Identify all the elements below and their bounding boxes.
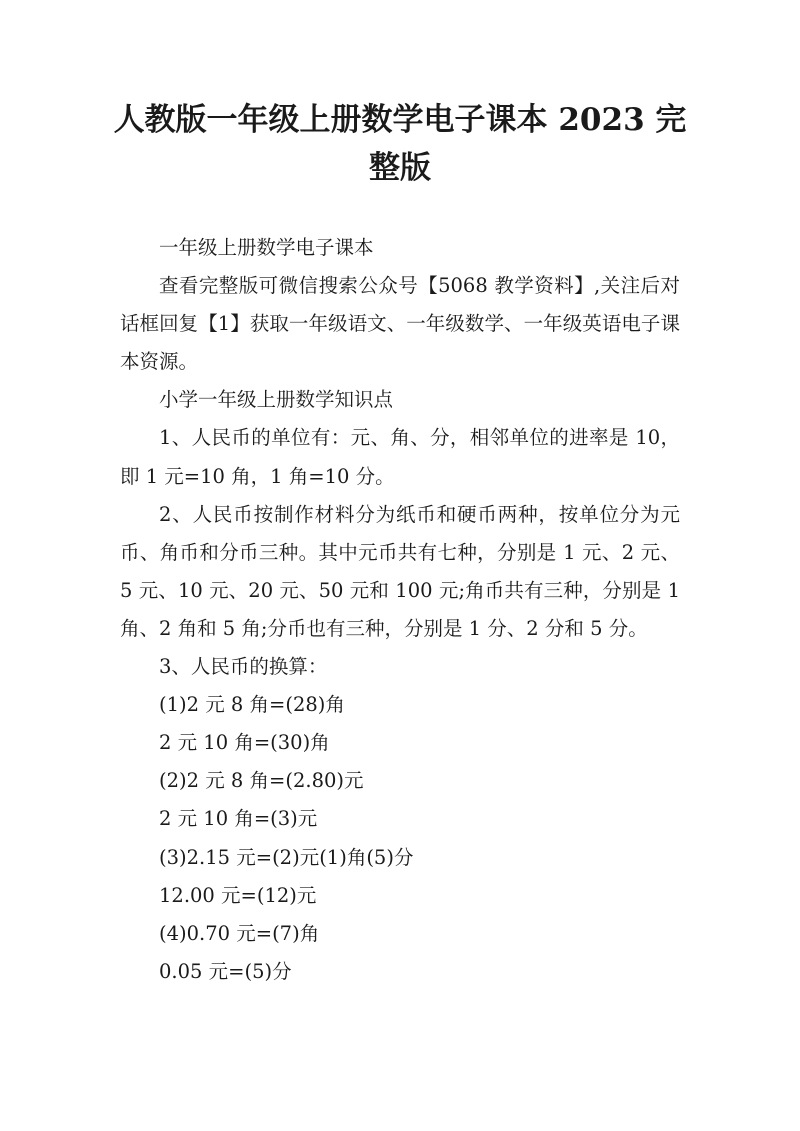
paragraph-section-heading: 小学一年级上册数学知识点 (159, 388, 394, 412)
conversion-line: 12.00 元=(12)元 (159, 883, 317, 907)
document-title: 人教版一年级上册数学电子课本 2023 完整版 (113, 102, 687, 186)
conversion-line: (4)0.70 元=(7)角 (159, 921, 320, 945)
conversion-line: (1)2 元 8 角=(28)角 (159, 693, 345, 717)
conversion-line: (3)2.15 元=(2)元(1)角(5)分 (159, 845, 414, 869)
paragraph-subtitle: 一年级上册数学电子课本 (159, 236, 374, 259)
paragraph-point-2: 2、人民币按制作材料分为纸币和硬币两种，按单位分为元币、角币和分币三种。其中元币共有七种，分别是 1 元、2 元、5 元、10 元、20 元、50 元和 100 元;角币共有三种，分别是 1 角、2 角和 5 角;分币也有三种，分别是 1 分、2 分和 5 分。 (120, 502, 680, 640)
document-body (120, 229, 680, 991)
conversion-line: 0.05 元=(5)分 (159, 959, 292, 983)
conversion-line: (2)2 元 8 角=(2.80)元 (159, 769, 364, 793)
paragraph-notice: 查看完整版可微信搜索公众号【5068 教学资料】,关注后对话框回复【1】获取一年级语文、一年级数学、一年级英语电子课本资源。 (120, 274, 680, 374)
conversion-line: 2 元 10 角=(30)角 (159, 731, 330, 755)
paragraph-point-3: 3、人民币的换算： (159, 655, 328, 679)
paragraph-point-1: 1、人民币的单位有：元、角、分，相邻单位的进率是 10，即 1 元=10 角，1 角=10 分。 (120, 426, 680, 488)
conversion-line: 2 元 10 角=(3)元 (159, 807, 318, 831)
